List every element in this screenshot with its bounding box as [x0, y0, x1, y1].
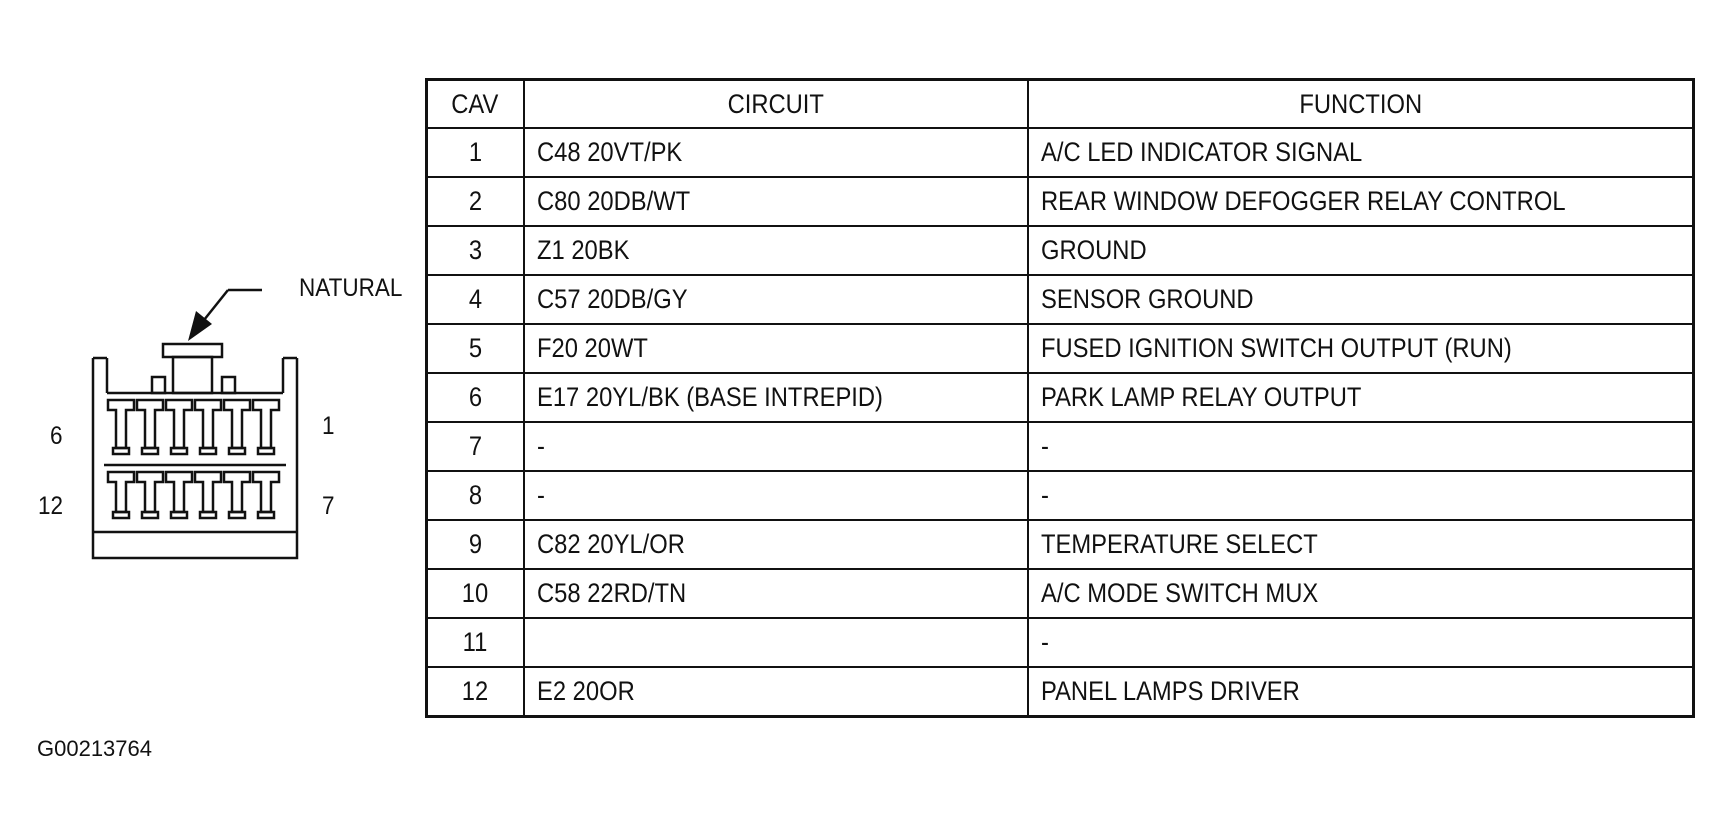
cav-cell: 5: [427, 324, 524, 373]
latch-tab-right: [222, 377, 235, 393]
connector-face-drawing: [0, 0, 440, 827]
function-cell: A/C LED INDICATOR SIGNAL: [1028, 128, 1694, 177]
function-cell: FUSED IGNITION SWITCH OUTPUT (RUN): [1028, 324, 1694, 373]
pinout-table: [425, 78, 1695, 718]
connector-diagram: [0, 0, 440, 827]
latch-tab-left: [152, 377, 165, 393]
cav-cell: 11: [427, 618, 524, 667]
cav-cell: 4: [427, 275, 524, 324]
circuit-cell: C82 20YL/OR: [524, 520, 1028, 569]
cav-cell: 9: [427, 520, 524, 569]
table-row: [427, 324, 1694, 373]
function-cell: -: [1028, 618, 1694, 667]
function-cell: GROUND: [1028, 226, 1694, 275]
cavity-10: [166, 472, 192, 518]
header-cav: CAV: [427, 80, 524, 129]
function-cell: REAR WINDOW DEFOGGER RELAY CONTROL: [1028, 177, 1694, 226]
circuit-cell: C58 22RD/TN: [524, 569, 1028, 618]
cavity-1: [253, 400, 279, 454]
circuit-cell: E17 20YL/BK (BASE INTREPID): [524, 373, 1028, 422]
header-function: FUNCTION: [1028, 80, 1694, 129]
circuit-cell: C57 20DB/GY: [524, 275, 1028, 324]
function-cell: SENSOR GROUND: [1028, 275, 1694, 324]
cavity-8: [224, 472, 250, 518]
cavity-9: [195, 472, 221, 518]
table-row: [427, 569, 1694, 618]
pin-label-top-left: 6: [50, 422, 63, 450]
cavity-row-top: [108, 400, 279, 454]
cavity-6: [108, 400, 134, 454]
table-row: [427, 520, 1694, 569]
pin-label-bottom-right: 7: [322, 492, 335, 520]
connector-latch-top: [163, 344, 222, 357]
cav-cell: 10: [427, 569, 524, 618]
function-cell: TEMPERATURE SELECT: [1028, 520, 1694, 569]
cavity-4: [166, 400, 192, 454]
table-row: [427, 226, 1694, 275]
pin-label-top-right: 1: [322, 412, 335, 440]
pin-label-bottom-left: 12: [38, 492, 64, 520]
table-row: [427, 275, 1694, 324]
connector-latch-body: [173, 357, 212, 393]
header-circuit: CIRCUIT: [524, 80, 1028, 129]
circuit-cell: C80 20DB/WT: [524, 177, 1028, 226]
cav-cell: 6: [427, 373, 524, 422]
cavity-11: [137, 472, 163, 518]
cav-cell: 3: [427, 226, 524, 275]
cav-cell: 7: [427, 422, 524, 471]
function-cell: -: [1028, 422, 1694, 471]
table-row: [427, 177, 1694, 226]
circuit-cell: C48 20VT/PK: [524, 128, 1028, 177]
table-row: [427, 667, 1694, 717]
cavity-7: [253, 472, 279, 518]
circuit-cell: E2 20OR: [524, 667, 1028, 717]
cav-cell: 2: [427, 177, 524, 226]
circuit-cell: -: [524, 471, 1028, 520]
cav-cell: 1: [427, 128, 524, 177]
function-cell: PARK LAMP RELAY OUTPUT: [1028, 373, 1694, 422]
cavity-12: [108, 472, 134, 518]
connector-housing-outline: [93, 358, 297, 558]
cavity-row-bottom: [108, 472, 279, 518]
function-cell: A/C MODE SWITCH MUX: [1028, 569, 1694, 618]
table-row: [427, 422, 1694, 471]
table-row: [427, 618, 1694, 667]
table-row: [427, 471, 1694, 520]
circuit-cell: [524, 618, 1028, 667]
table-header-row: [427, 80, 1694, 129]
function-cell: PANEL LAMPS DRIVER: [1028, 667, 1694, 717]
figure-id-label: G00213764: [37, 736, 152, 761]
table-row: [427, 373, 1694, 422]
table-row: [427, 128, 1694, 177]
natural-leader-arrow: [188, 290, 262, 341]
circuit-cell: Z1 20BK: [524, 226, 1028, 275]
connector-color-label: NATURAL: [299, 274, 403, 302]
cavity-5: [137, 400, 163, 454]
circuit-cell: -: [524, 422, 1028, 471]
cavity-2: [224, 400, 250, 454]
cav-cell: 8: [427, 471, 524, 520]
cavity-3: [195, 400, 221, 454]
cav-cell: 12: [427, 667, 524, 717]
circuit-cell: F20 20WT: [524, 324, 1028, 373]
function-cell: -: [1028, 471, 1694, 520]
